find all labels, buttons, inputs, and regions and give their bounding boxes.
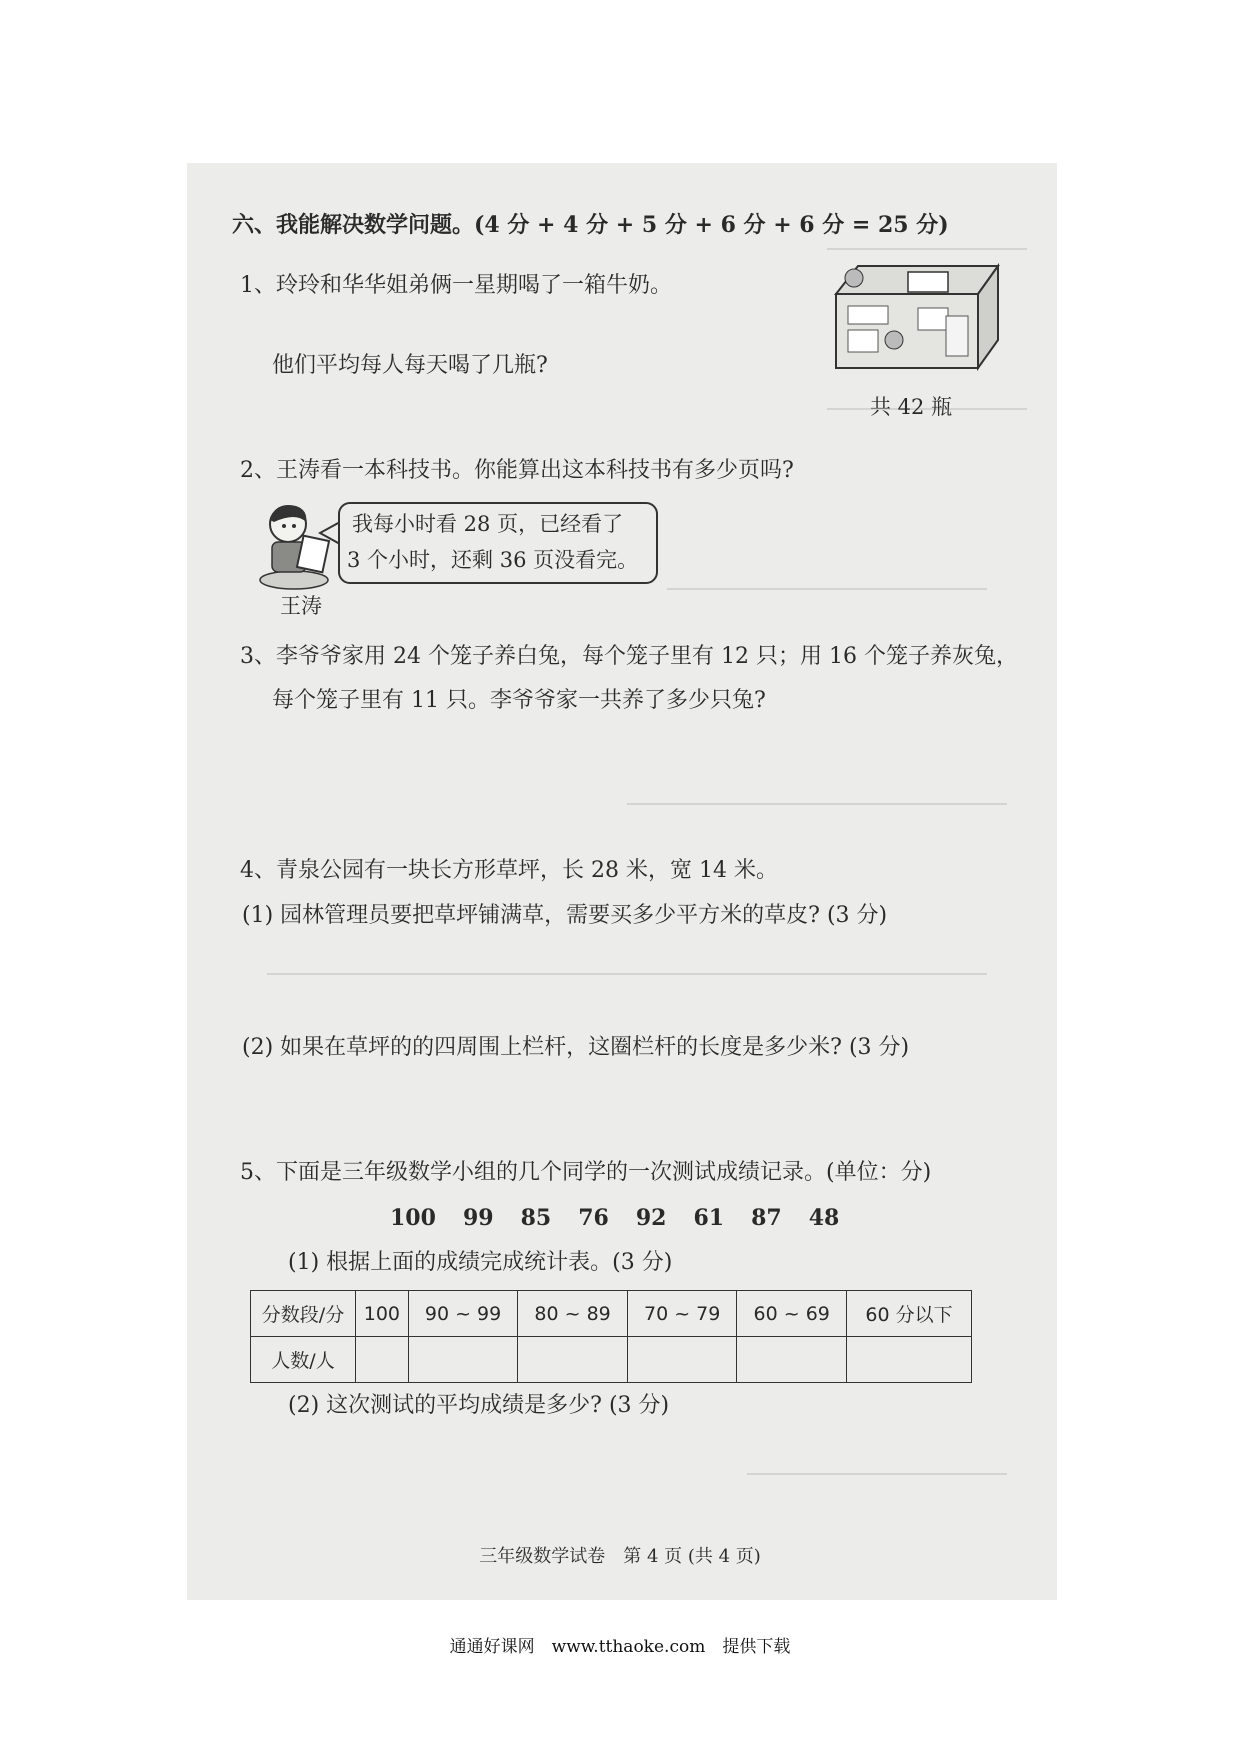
table-header-cell: 分数段/分 — [251, 1291, 356, 1337]
table-blank-cell[interactable] — [627, 1337, 737, 1383]
q3-text-line-2: 每个笼子里有 11 只。李爷爷家一共养了多少只兔? — [272, 688, 766, 713]
score-value: 85 — [520, 1205, 552, 1231]
score-value: 92 — [635, 1205, 667, 1231]
table-header-cell: 60 ~ 69 — [737, 1291, 847, 1337]
table-header-cell: 60 分以下 — [847, 1291, 972, 1337]
score-value: 100 — [390, 1205, 436, 1231]
table-header-cell: 90 ~ 99 — [408, 1291, 518, 1337]
table-blank-cell[interactable] — [518, 1337, 628, 1383]
download-credit: 通通好课网 www.tthaoke.com 提供下载 — [449, 1637, 791, 1657]
bubble-line-1: 我每小时看 28 页，已经看了 — [352, 512, 624, 536]
q1-text: 1、玲玲和华华姐弟俩一星期喝了一箱牛奶。 — [240, 273, 672, 298]
score-value: 61 — [693, 1205, 725, 1231]
score-stats-table — [250, 1290, 972, 1383]
section-title: 六、我能解决数学问题。(4 分 + 4 分 + 5 分 + 6 分 + 6 分 = 25 分) — [232, 212, 949, 238]
bleed-through-line — [747, 1473, 1007, 1475]
q1-question: 他们平均每人每天喝了几瓶? — [272, 353, 548, 378]
score-value: 76 — [578, 1205, 609, 1231]
milk-box-icon — [828, 258, 1006, 374]
q5-text: 5、下面是三年级数学小组的几个同学的一次测试成绩记录。(单位：分) — [240, 1160, 932, 1185]
table-blank-cell[interactable] — [847, 1337, 972, 1383]
q4-sub-1: (1) 园林管理员要把草坪铺满草，需要买多少平方米的草皮? (3 分) — [242, 903, 888, 928]
boy-reading-icon — [256, 500, 336, 592]
score-list — [390, 1205, 866, 1231]
q5-sub-1: (1) 根据上面的成绩完成统计表。(3 分) — [288, 1250, 673, 1275]
score-value: 99 — [462, 1205, 494, 1231]
table-blank-cell[interactable] — [356, 1337, 409, 1383]
table-header-row — [251, 1291, 972, 1337]
q3-text-line-1: 3、李爷爷家用 24 个笼子养白兔，每个笼子里有 12 只；用 16 个笼子养灰兔， — [240, 644, 1018, 669]
boy-name-label: 王涛 — [280, 594, 322, 618]
bubble-line-2: 3 个小时，还剩 36 页没看完。 — [347, 548, 639, 572]
table-header-cell: 100 — [356, 1291, 409, 1337]
q4-text: 4、青泉公园有一块长方形草坪，长 28 米，宽 14 米。 — [240, 858, 778, 883]
table-header-cell: 70 ~ 79 — [627, 1291, 737, 1337]
table-row-label: 人数/人 — [251, 1337, 356, 1383]
table-blank-cell[interactable] — [408, 1337, 518, 1383]
bleed-through-line — [667, 588, 987, 590]
q2-text: 2、王涛看一本科技书。你能算出这本科技书有多少页吗? — [240, 458, 794, 483]
bleed-through-line — [627, 803, 1007, 805]
table-row — [251, 1337, 972, 1383]
page-footer: 三年级数学试卷 第 4 页 (共 4 页) — [479, 1546, 761, 1567]
milk-box-caption: 共 42 瓶 — [870, 395, 953, 419]
q4-sub-2: (2) 如果在草坪的的四周围上栏杆，这圈栏杆的长度是多少米? (3 分) — [242, 1035, 910, 1060]
score-value: 87 — [751, 1205, 782, 1231]
bleed-through-line — [827, 248, 1027, 250]
score-value: 48 — [808, 1205, 840, 1231]
table-header-cell: 80 ~ 89 — [518, 1291, 628, 1337]
bleed-through-line — [267, 973, 987, 975]
table-blank-cell[interactable] — [737, 1337, 847, 1383]
q5-sub-2: (2) 这次测试的平均成绩是多少? (3 分) — [288, 1393, 670, 1418]
